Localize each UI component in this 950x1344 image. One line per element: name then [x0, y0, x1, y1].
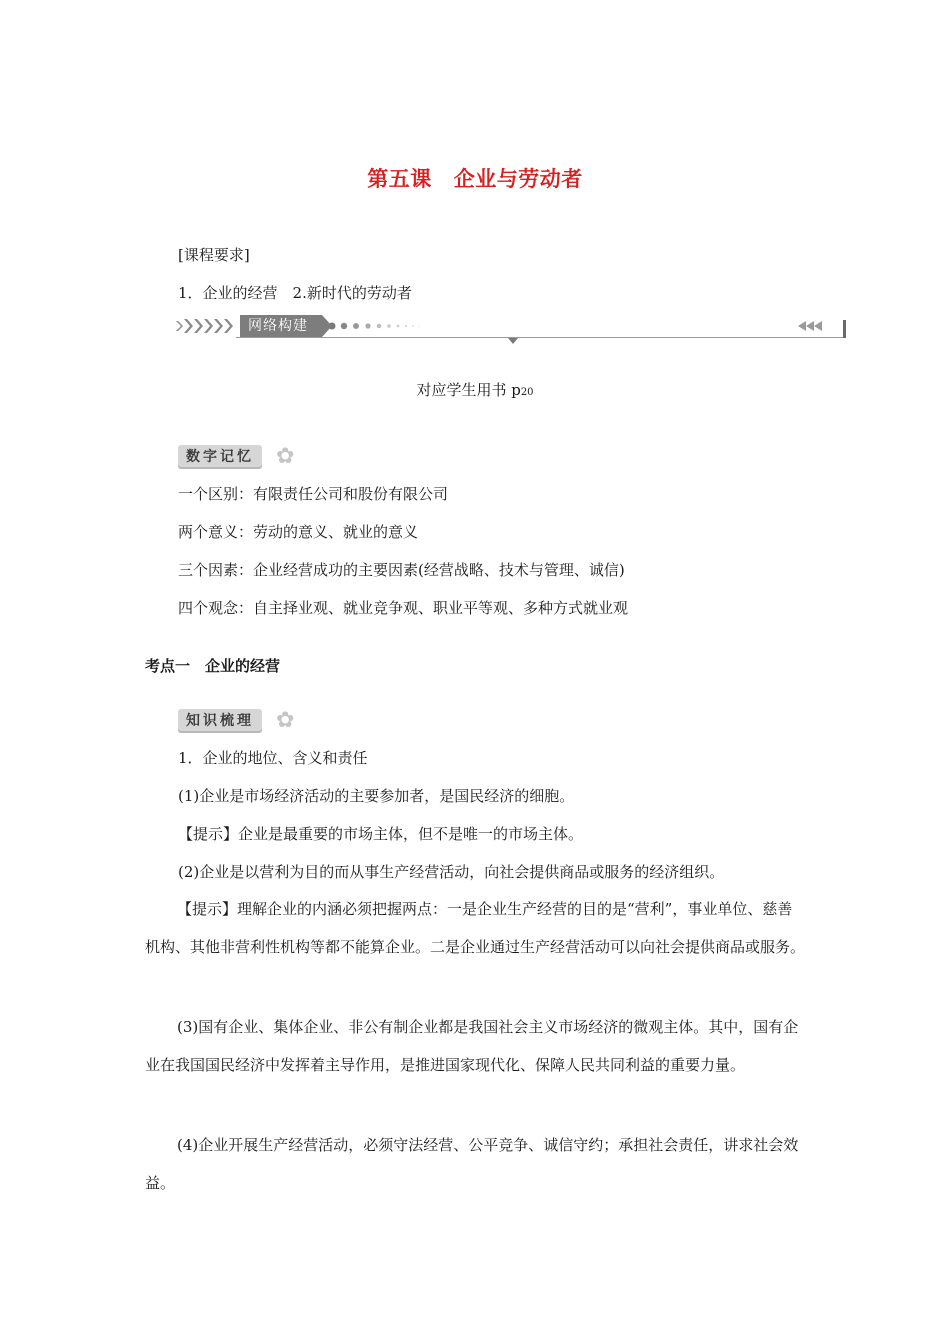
student-book-reference [0, 380, 950, 403]
requirements-items: 1．企业的经营 2.新时代的劳动者 [178, 284, 412, 302]
flower-icon: ✿ [276, 708, 295, 733]
dot-trail-icon [329, 323, 420, 330]
title-lesson: 第五课 [367, 167, 432, 191]
digit-memory-label: 数字记忆 [186, 449, 254, 465]
paragraph-4: (4)企业开展生产经营活动，必须守法经营、公平竞争、诚信守约；承担社会责任，讲求社会效益。 [145, 1136, 799, 1192]
tip-text: 企业是最重要的市场主体，但不是唯一的市场主体。 [238, 825, 584, 843]
reference-page: 20 [520, 387, 534, 398]
knowledge-label: 知识梳理 [186, 713, 254, 729]
divider-end-cap [843, 320, 846, 338]
requirements-heading: [课程要求] [178, 246, 250, 264]
page-title [0, 163, 950, 193]
tip-text: 理解企业的内涵必须把握两点：一是企业生产经营的目的是“营利”，事业单位、慈善机构、其他非营利性机构等都不能算企业。二是企业通过生产经营活动可以向社会提供商品或服务。 [145, 900, 806, 956]
memory-line: 三个因素：企业经营成功的主要因素(经营战略、技术与管理、诚信) [178, 561, 625, 579]
section-heading: 考点一 企业的经营 [145, 657, 281, 675]
network-banner [240, 315, 322, 337]
chevron-arrows-icon [176, 319, 233, 333]
tip-mark: 【提示】 [177, 900, 238, 918]
tip-1 [178, 824, 583, 844]
reference-text: 对应学生用书 p [416, 381, 521, 399]
memory-line: 四个观念：自主择业观、就业竞争观、职业平等观、多种方式就业观 [178, 599, 629, 617]
memory-line: 一个区别：有限责任公司和股份有限公司 [178, 485, 449, 503]
title-topic: 企业与劳动者 [453, 167, 583, 191]
tip-2 [145, 890, 805, 966]
knowledge-badge [178, 709, 262, 733]
paragraph-2: (2)企业是以营利为目的而从事生产经营活动，向社会提供商品或服务的经济组织。 [178, 863, 725, 881]
paragraph-3: (3)国有企业、集体企业、非公有制企业都是我国社会主义市场经济的微观主体。其中，国有企业在我国国民经济中发挥着主导作用，是推进国家现代化、保障人民共同利益的重要力量。 [145, 1018, 799, 1074]
divider-pointer-icon [508, 338, 518, 344]
digit-memory-badge [178, 445, 262, 469]
paragraph-1: (1)企业是市场经济活动的主要参加者，是国民经济的细胞。 [178, 787, 575, 805]
point-heading: 1．企业的地位、含义和责任 [178, 749, 368, 767]
memory-line: 两个意义：劳动的意义、就业的意义 [178, 523, 419, 541]
rewind-arrows-icon [798, 321, 822, 331]
tip-mark: 【提示】 [178, 825, 239, 843]
network-banner-label: 网络构建 [248, 318, 308, 334]
flower-icon: ✿ [276, 444, 295, 469]
